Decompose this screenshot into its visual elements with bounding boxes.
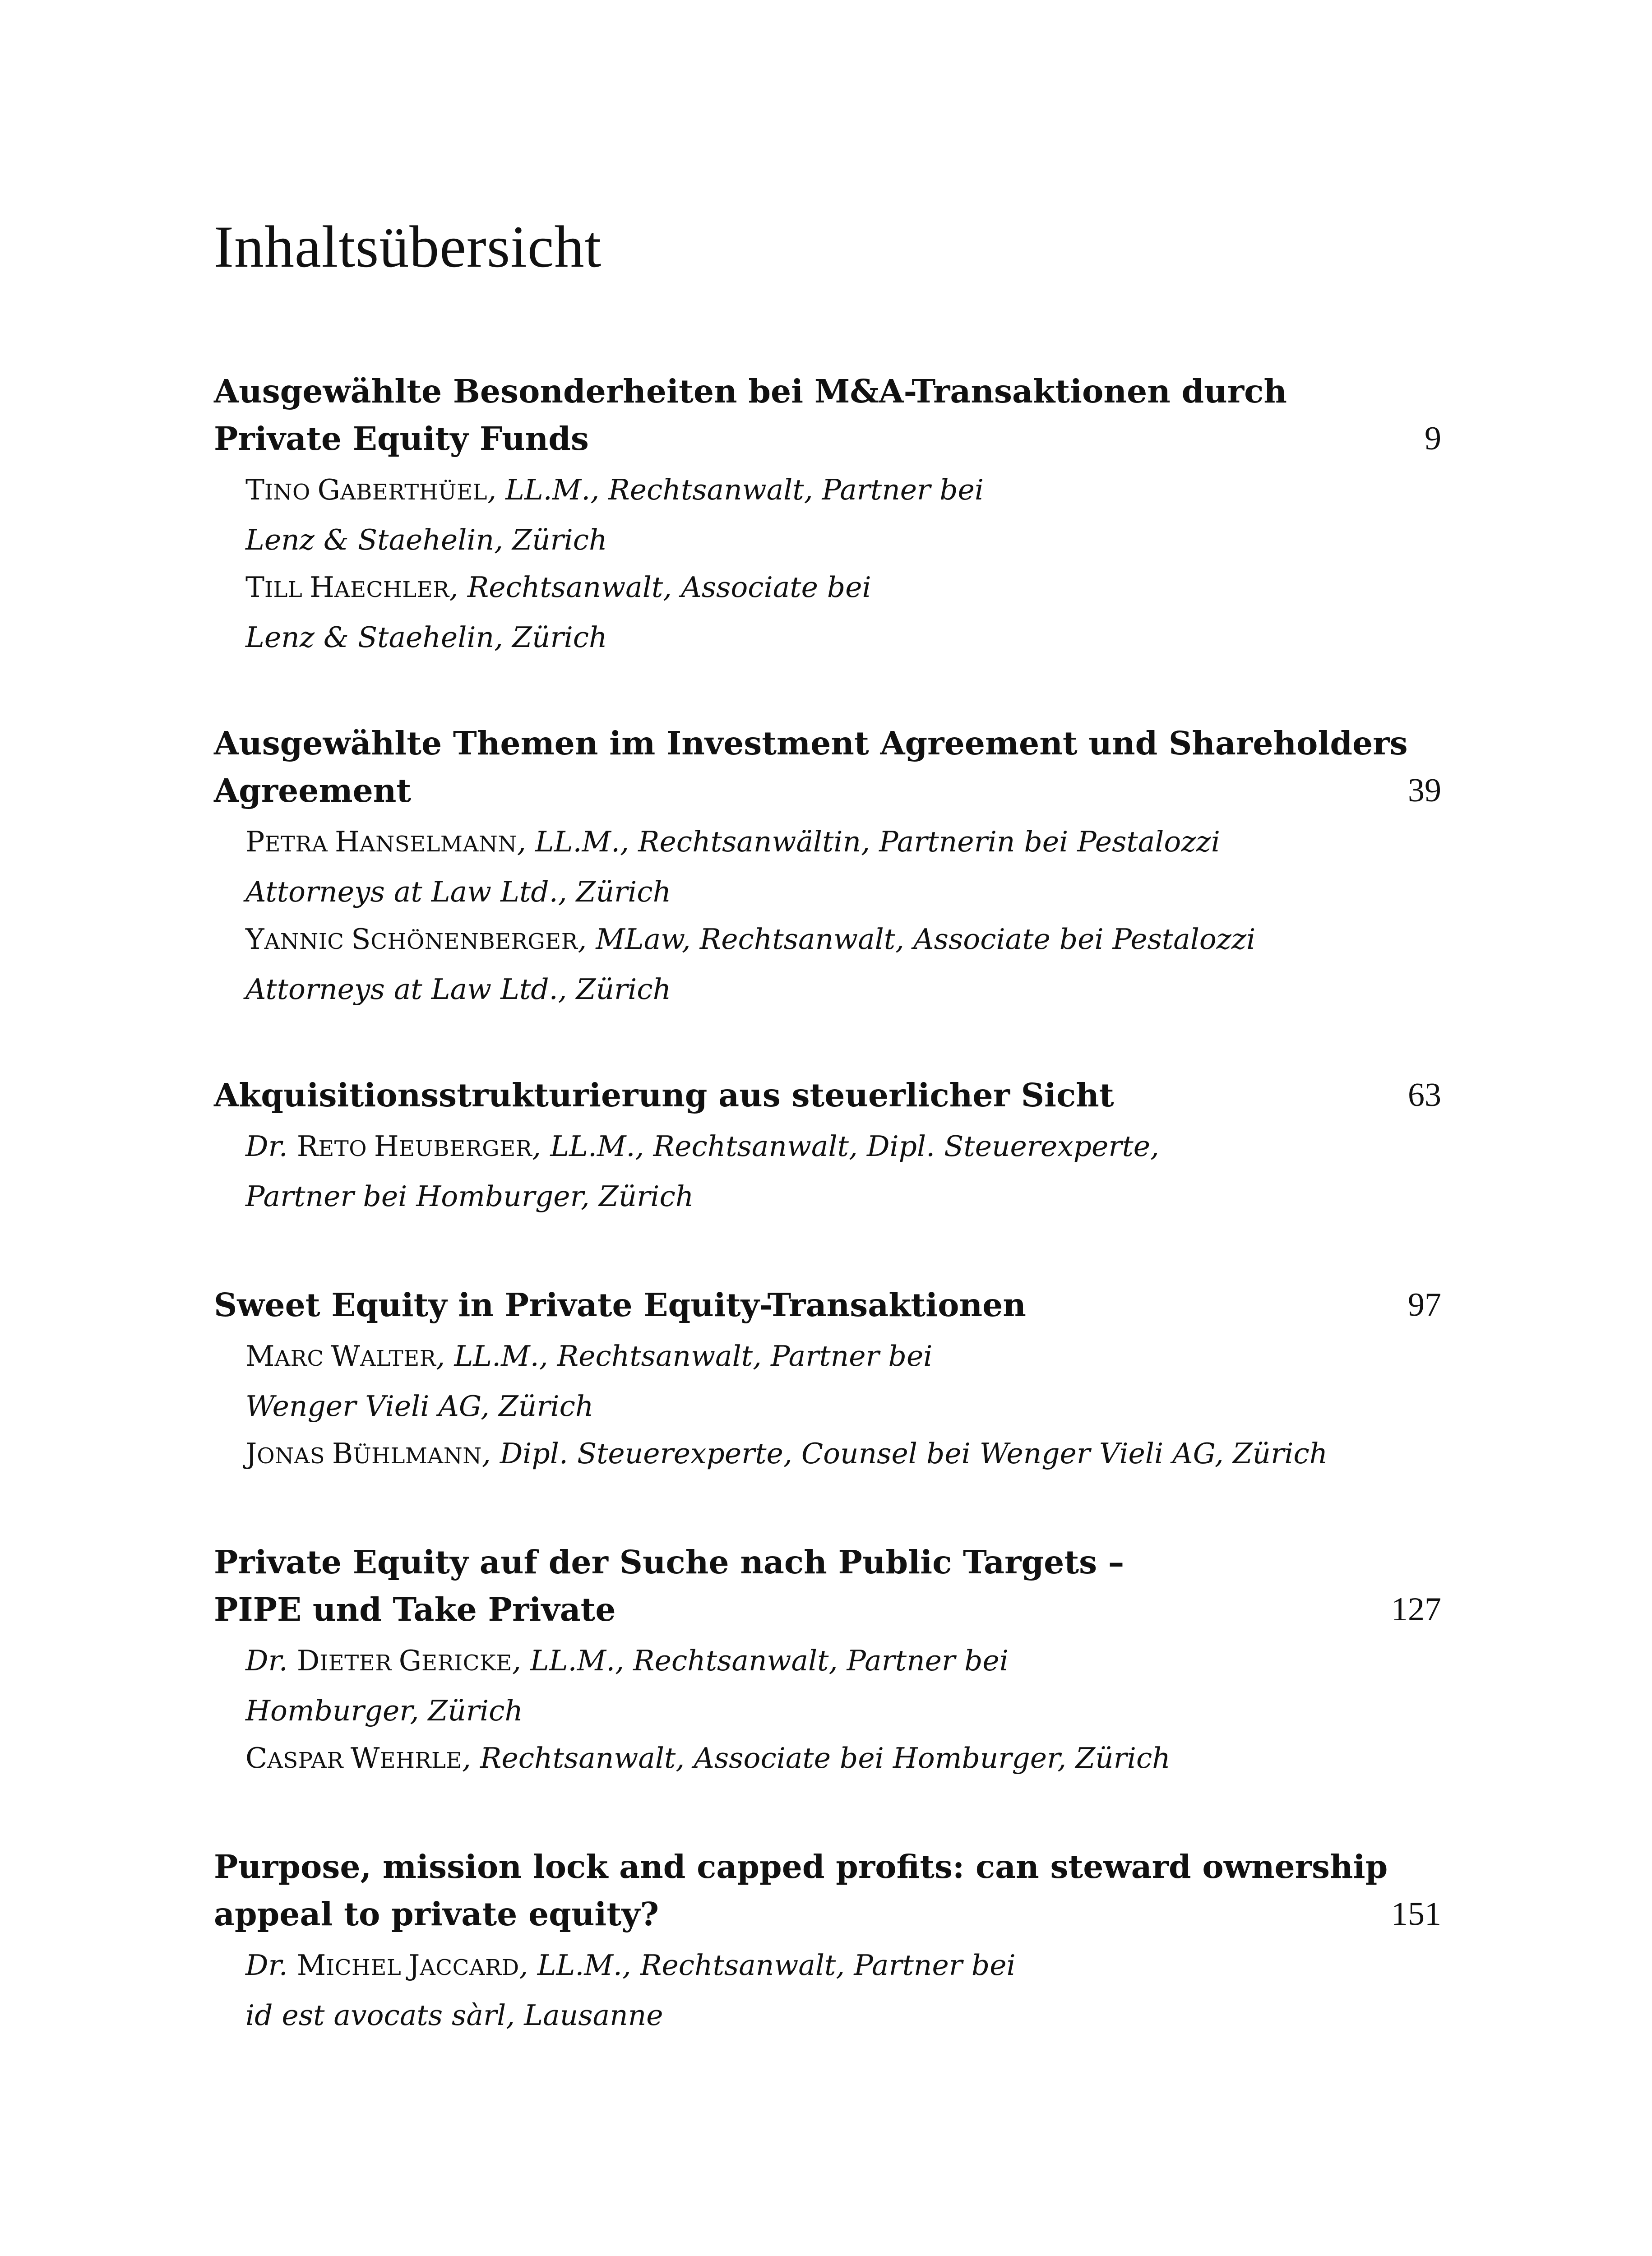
author-name: TILL HAECHLER xyxy=(245,571,449,604)
author-line: Lenz & Staehelin, Zürich xyxy=(245,523,607,556)
author-name: RETO HEUBERGER xyxy=(296,1130,532,1163)
author-affiliation: , LL.M., Rechtsanwalt, Partner bei xyxy=(519,1949,1016,1982)
author-affiliation: , LL.M., Rechtsanwalt, Partner bei xyxy=(487,473,984,506)
author-block xyxy=(214,1332,1441,1480)
author-affiliation: , LL.M., Rechtsanwalt, Dipl. Steuerexperte, xyxy=(532,1130,1160,1163)
author-affiliation: , Dipl. Steuerexperte, Counsel bei Wenger Vieli AG, Zürich xyxy=(481,1437,1328,1470)
entry-title-line: Sweet Equity in Private Equity-Transaktionen xyxy=(214,1286,1026,1324)
entry-title-line: Ausgewählte Themen im Investment Agreement und Shareholders xyxy=(214,724,1408,762)
author-affiliation: , Rechtsanwalt, Associate bei Homburger, Zürich xyxy=(462,1742,1171,1775)
author-line xyxy=(245,1332,1441,1382)
author-name: MICHEL JACCARD xyxy=(296,1949,519,1982)
entry-title-line: Akquisitionsstrukturierung aus steuerlicher Sicht xyxy=(214,1076,1114,1114)
author-line: Homburger, Zürich xyxy=(245,1694,523,1727)
toc-entry[interactable] xyxy=(214,720,1441,1013)
author-block xyxy=(214,1637,1441,1784)
author-name: JONAS BÜHLMANN xyxy=(245,1437,482,1470)
page-number: 9 xyxy=(1425,420,1441,457)
author-name: DIETER GERICKE xyxy=(296,1644,512,1677)
entry-title-line: Private Equity Funds xyxy=(214,420,589,458)
author-name: YANNIC SCHÖNENBERGER xyxy=(245,923,578,956)
entry-title-line: Purpose, mission lock and capped profits: can steward ownership xyxy=(214,1848,1388,1886)
toc-entry[interactable] xyxy=(214,1539,1441,1784)
entry-title-line: Ausgewählte Besonderheiten bei M&A-Transaktionen durch xyxy=(214,372,1287,410)
author-name: TINO GABERTHÜEL xyxy=(245,473,487,506)
page-number: 151 xyxy=(1391,1895,1441,1932)
author-line xyxy=(245,466,1441,516)
author-block xyxy=(214,466,1441,661)
page-number: 97 xyxy=(1408,1286,1441,1323)
page-number: 127 xyxy=(1391,1591,1441,1628)
entry-title xyxy=(214,720,1441,814)
entry-title xyxy=(214,1281,1441,1329)
toc-entry[interactable] xyxy=(214,368,1441,661)
author-block xyxy=(214,1123,1441,1220)
page-title: Inhaltsübersicht xyxy=(214,213,602,280)
entry-title xyxy=(214,1843,1441,1938)
author-affiliation: , MLaw, Rechtsanwalt, Associate bei Pestalozzi xyxy=(578,923,1256,956)
entry-title xyxy=(214,1539,1441,1633)
author-line: Attorneys at Law Ltd., Zürich xyxy=(245,875,671,908)
author-block xyxy=(214,818,1441,1013)
author-line: Attorneys at Law Ltd., Zürich xyxy=(245,973,671,1006)
author-name: PETRA HANSELMANN xyxy=(245,825,517,858)
entry-title xyxy=(214,1072,1441,1119)
author-prefix: Dr. xyxy=(245,1644,297,1677)
author-prefix: Dr. xyxy=(245,1130,297,1163)
author-line xyxy=(245,915,1441,966)
author-name: CASPAR WEHRLE xyxy=(245,1742,462,1775)
author-line xyxy=(245,1734,1441,1784)
toc-entry[interactable] xyxy=(214,1072,1441,1220)
author-line xyxy=(245,818,1441,868)
author-line: id est avocats sàrl, Lausanne xyxy=(245,1999,663,2032)
author-affiliation: , LL.M., Rechtsanwalt, Partner bei xyxy=(512,1644,1009,1677)
toc-entry[interactable] xyxy=(214,1843,1441,2039)
author-line: Partner bei Homburger, Zürich xyxy=(245,1180,694,1213)
page-number: 39 xyxy=(1408,772,1441,809)
author-line xyxy=(245,1637,1441,1687)
author-line xyxy=(245,1123,1441,1173)
author-line xyxy=(245,564,1441,614)
author-affiliation: , LL.M., Rechtsanwalt, Partner bei xyxy=(436,1340,933,1373)
author-block xyxy=(214,1942,1441,2039)
entry-title-line: appeal to private equity? xyxy=(214,1895,659,1933)
author-line: Wenger Vieli AG, Zürich xyxy=(245,1390,594,1423)
entry-title-line: PIPE und Take Private xyxy=(214,1590,616,1628)
author-line xyxy=(245,1942,1441,1992)
author-name: MARC WALTER xyxy=(245,1340,436,1373)
author-line xyxy=(245,1430,1441,1480)
author-affiliation: , Rechtsanwalt, Associate bei xyxy=(449,571,871,604)
author-line: Lenz & Staehelin, Zürich xyxy=(245,621,607,654)
author-affiliation: , LL.M., Rechtsanwältin, Partnerin bei Pestalozzi xyxy=(517,825,1220,858)
entry-title-line: Private Equity auf der Suche nach Public Targets – xyxy=(214,1543,1124,1581)
entry-title-line: Agreement xyxy=(214,772,412,809)
author-prefix: Dr. xyxy=(245,1949,297,1982)
entry-title xyxy=(214,368,1441,462)
page-number: 63 xyxy=(1408,1077,1441,1114)
toc-entry[interactable] xyxy=(214,1281,1441,1480)
